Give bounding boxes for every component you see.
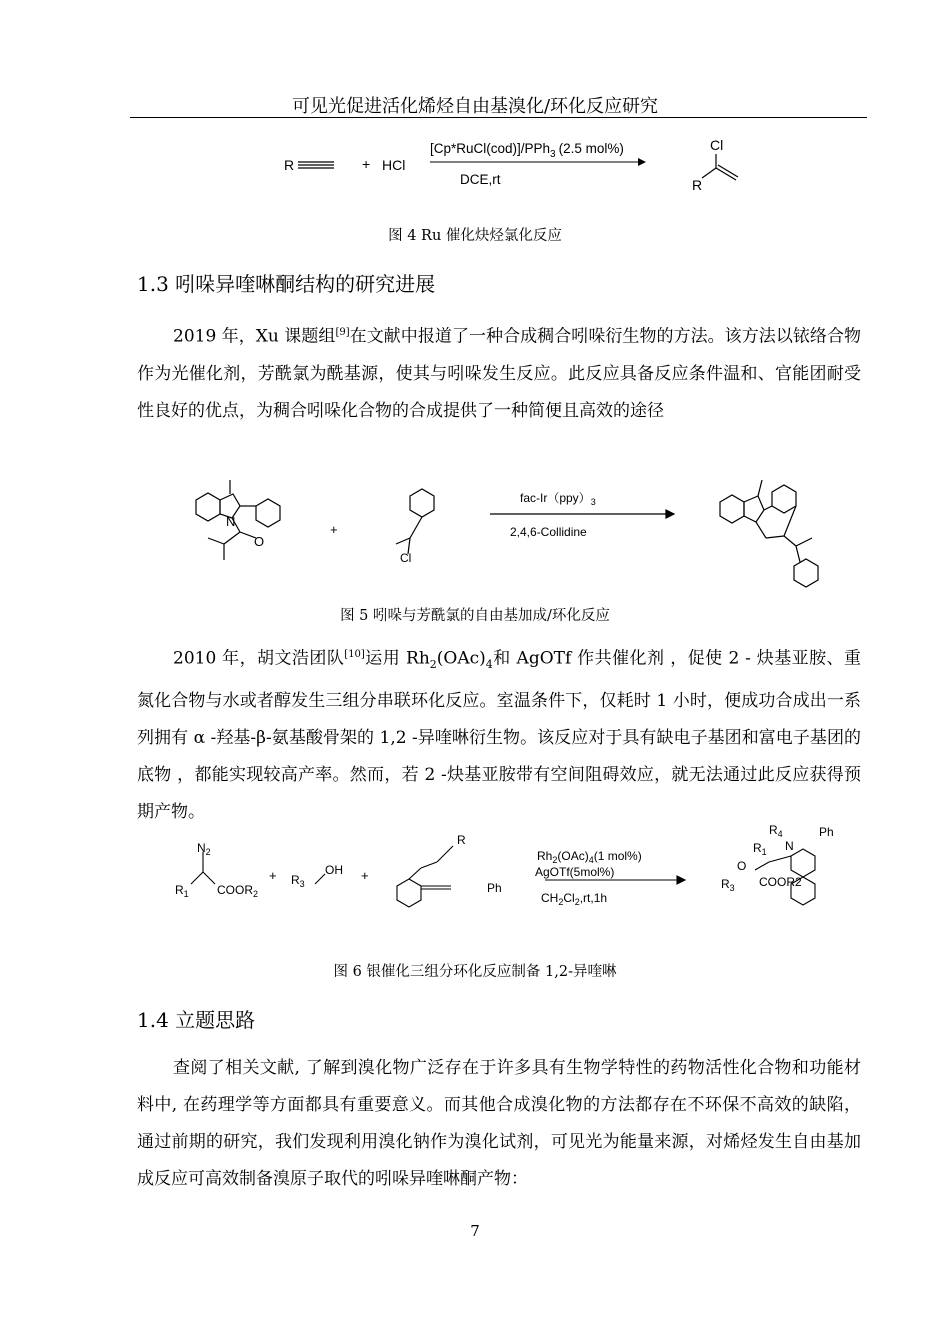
fig6-r: R (457, 833, 466, 847)
fig4-catalyst: [Cp*RuCl(cod)]/PPh$_3$ (2.5 mol%) (430, 141, 624, 160)
fig5-plus: + (330, 522, 338, 537)
fig5-base: 2,4,6-Collidine (510, 525, 587, 539)
fig5-o-label: O (254, 534, 265, 549)
fig6-r3: $R_3$ (291, 873, 305, 889)
section-1-4-heading: 1.4 立题思路 (137, 1008, 256, 1032)
fig6-p-r3: $R_3$ (721, 877, 735, 893)
figure-4-caption: 图 4 Ru 催化炔烃氯化反应 (388, 228, 562, 244)
fig6-cat1: $Rh_2(OAc)_4(1$ mol%) (537, 849, 642, 865)
fig5-cl-label: Cl (400, 551, 412, 565)
paragraph-3: 查阅了相关文献, 了解到溴化物广泛存在于许多具有生物学特性的药物活性化合物和功能材料中, 在药理学等方面都具有重要意义。而其他合成溴化物的方法都存在不环保不高效的缺陷，通过前期的研究，我们发现利用溴化钠作为溴化试剂，可见光为能量来源，对烯烃发生自由基加成反应可高效制备溴原子取代的吲哚异喹啉酮产物： (137, 1058, 861, 1189)
fig6-p-r4: $R_4$ (769, 823, 783, 839)
fig6-p-ph: Ph (819, 825, 834, 839)
section-1-3-heading: 1.3 吲哚异喹啉酮结构的研究进展 (137, 272, 436, 296)
fig6-p-coor2: COOR2 (759, 875, 802, 889)
running-header: 可见光促进活化烯烃自由基溴化/环化反应研究 (291, 96, 659, 117)
header-rule (130, 117, 867, 118)
fig6-coor2: $COOR_2$ (217, 883, 259, 899)
fig5-catalyst: fac-$Ir(ppy)_3$ (520, 491, 596, 507)
figure-4-scheme (270, 130, 750, 200)
fig4-conditions: DCE,rt (460, 172, 501, 187)
paragraph-2: 2010 年，胡文浩团队[10]运用 $Rh_2(OAc)_4$和 AgOTf 作共催化剂 ，促使 2 - 炔基亚胺、重氮化合物与水或者醇发生三组分串联环化反应。室温条件下，仅耗时 1 小时，便成功合成出一系列拥有 α -羟基-β-氨基酸骨架的 1,2 -异喹啉衍生物。该反应对于具有缺电子基团和富电子基团的底物 ，都能实现较高产率。然而，若 2 -炔基亚胺带有空间阻碍效应，就无法通过此反应获得预期产物。 (137, 648, 862, 823)
paragraph-1: 2019 年，Xu 课题组[9]在文献中报道了一种合成稠合吲哚衍生物的方法。该方法以铱络合物作为光催化剂，芳酰氯为酰基源，使其与吲哚发生反应。此反应具备反应条件温和、官能团耐受性良好的优点，为稠合吲哚化合物的合成提供了一种简便且高效的途径 (137, 326, 862, 421)
fig6-p-o: O (737, 859, 747, 873)
fig4-cl-label: Cl (710, 137, 724, 153)
page-number: 7 (470, 1222, 480, 1240)
fig6-p-r1: $R_1$ (753, 841, 767, 857)
fig6-cond: $CH_2Cl_2,rt,1h$ (541, 891, 608, 907)
fig6-plus1: + (269, 868, 277, 883)
figure-5-scheme (180, 466, 860, 596)
figure-6-scheme (165, 822, 855, 932)
fig5-n-label: N (226, 514, 236, 529)
fig6-oh: OH (325, 863, 343, 877)
fig6-n2: $N_2$ (197, 841, 211, 857)
fig4-r-label: R (284, 157, 295, 173)
fig6-ph: Ph (487, 881, 502, 895)
fig4-r2-label: R (692, 177, 703, 193)
fig6-plus2: + (361, 868, 369, 883)
fig4-plus: + (362, 156, 371, 172)
fig6-r1: $R_1$ (175, 883, 189, 899)
figure-5-caption: 图 5 吲哚与芳酰氯的自由基加成/环化反应 (340, 608, 610, 624)
fig6-p-n: N (785, 839, 794, 853)
fig4-hcl: HCl (382, 157, 406, 173)
figure-6-caption: 图 6 银催化三组分环化反应制备 1,2-异喹啉 (333, 964, 617, 980)
fig6-cat2: AgOTf(5mol%) (535, 865, 615, 879)
